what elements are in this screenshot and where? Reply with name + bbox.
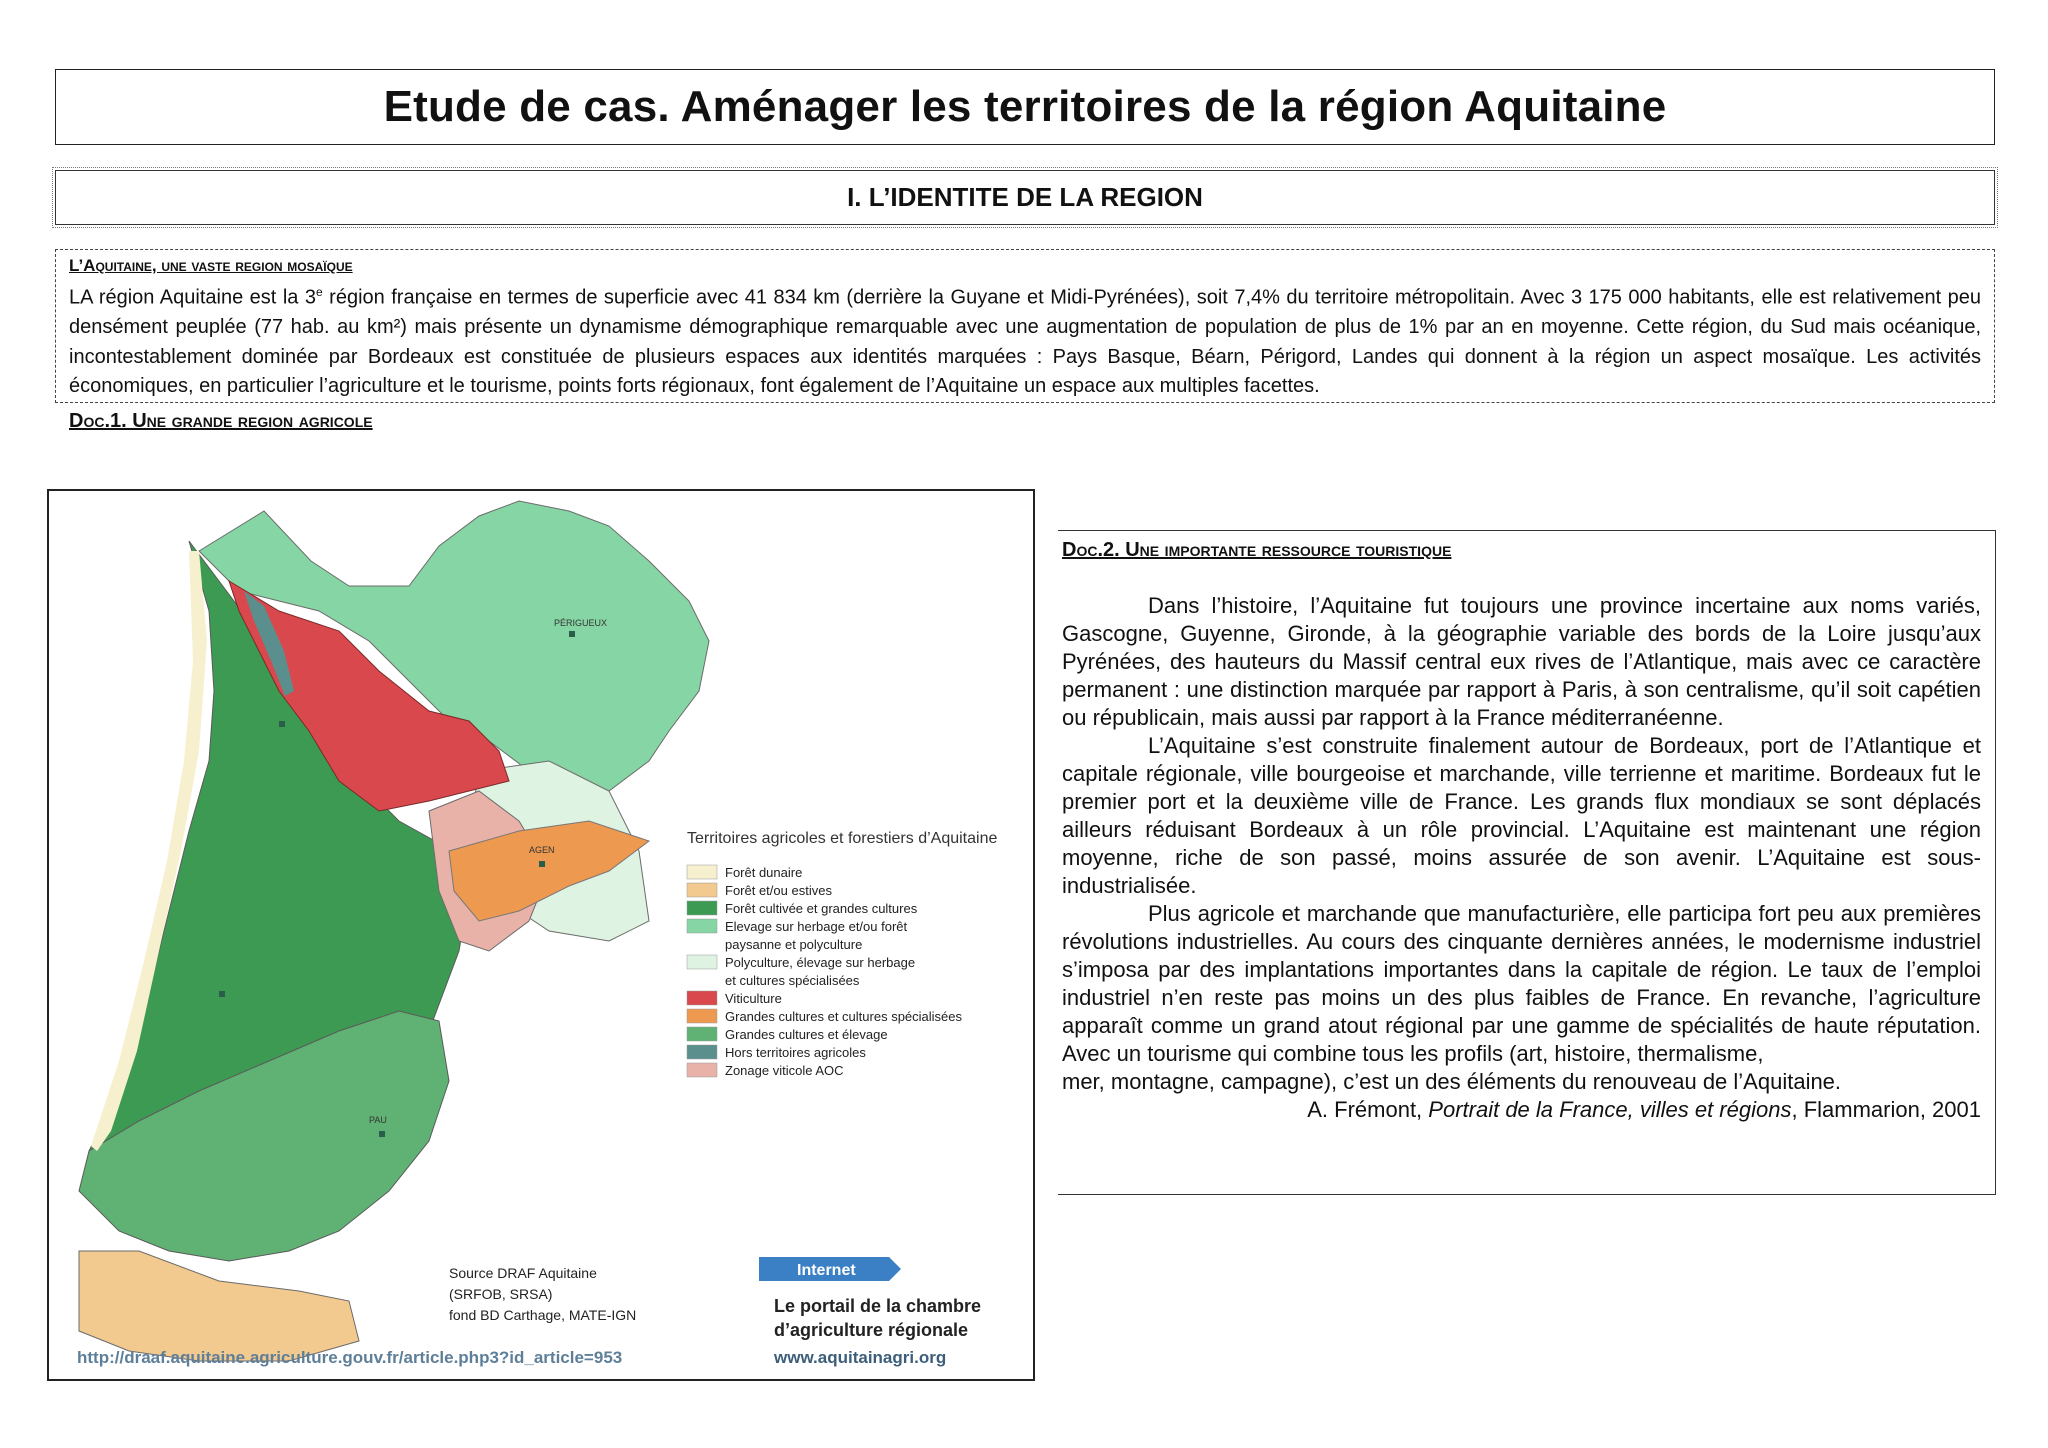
section-title: L’IDENTITE DE LA REGION	[868, 182, 1203, 212]
legend-swatch	[687, 1009, 717, 1023]
intro-text-part-2: région française en termes de superficie avec 41 834 km (derrière la Guyane et Midi-Pyrénées), soit 7,4% du territoire métropolitain. Avec 3 175 000 habitants, elle est relativement peu densément peuplée (77 hab. au km²) mais présente un dynamisme démographique remarquable avec une augmentation de population de plus de 1% par an en moyenne. Cette région, du Sud mais océanique, incontestablement dominée par Bordeaux est constituée de plusieurs espaces aux identités marquées : Pays Basque, Béarn, Périgord, Landes qui donnent à la région un aspect mosaïque. Les activités économiques, en particulier l’agriculture et le tourisme, points forts régionaux, font également de l’Aquitaine un espace aux multiples facettes.	[69, 286, 1981, 398]
legend-label: Forêt dunaire	[725, 865, 803, 880]
section-heading-box	[55, 170, 1995, 225]
legend-label: paysanne et polyculture	[725, 937, 863, 952]
map-source-line: Source DRAF Aquitaine	[449, 1265, 597, 1281]
legend-label: Polyculture, élevage sur herbage	[725, 955, 916, 970]
internet-badge: Internet	[797, 1262, 856, 1279]
legend-label: Grandes cultures et cultures spécialisées	[725, 1009, 963, 1024]
legend-swatch	[687, 865, 717, 879]
section-number: I.	[847, 182, 862, 212]
map-source-line: fond BD Carthage, MATE-IGN	[449, 1307, 637, 1323]
doc2-label: Doc.2. Une importante ressource touristique	[1062, 539, 1452, 561]
intro-box	[55, 249, 1995, 403]
portal-url: www.aquitainagri.org	[774, 1348, 947, 1367]
legend-swatch	[687, 955, 717, 969]
doc2-paragraph-1: Dans l’histoire, l’Aquitaine fut toujours une province incertaine aux noms variés, Gascogne, Guyenne, Gironde, à la géographie variable des bords de la Loire jusqu’aux Pyrénées, des hauteurs du Massif central eux rives de l’Atlantique, mais avec ce caractère permanent : une distinction marquée par rapport à Paris, à son centralisme, qu’il soit capétien ou républicain, mais aussi par rapport à la France méditerranéenne.	[1062, 593, 1981, 730]
legend-label: Forêt et/ou estives	[725, 883, 832, 898]
citation-publisher: , Flammarion, 2001	[1791, 1097, 1981, 1122]
legend-label: Viticulture	[725, 991, 782, 1006]
legend-swatch	[687, 1063, 717, 1077]
legend-label: Hors territoires agricoles	[725, 1045, 866, 1060]
page-title: Etude de cas. Aménager les territoires de la région Aquitaine	[383, 82, 1667, 131]
aquitaine-map	[49, 491, 1033, 1379]
citation-author: A. Frémont,	[1307, 1097, 1429, 1122]
map-town-label: PAU	[369, 1115, 387, 1125]
legend-title: Territoires agricoles et forestiers d’Aquitaine	[687, 830, 998, 847]
citation-work: Portrait de la France, villes et régions	[1428, 1097, 1792, 1122]
legend-label: Grandes cultures et élevage	[725, 1027, 888, 1042]
legend-label: Elevage sur herbage et/ou forêt	[725, 919, 908, 934]
legend-swatch	[687, 883, 717, 897]
title-box	[55, 69, 1995, 145]
doc2-paragraph-tail: mer, montagne, campagne), c’est un des éléments du renouveau de l’Aquitaine.	[1062, 1069, 1842, 1094]
legend-label: Forêt cultivée et grandes cultures	[725, 901, 918, 916]
section-heading	[847, 182, 1203, 213]
town-marker	[539, 861, 545, 867]
intro-kicker: L’Aquitaine, une vaste region mosaïque	[69, 256, 353, 275]
map-figure	[47, 489, 1035, 1381]
town-marker	[279, 721, 285, 727]
doc1-label: Doc.1. Une grande region agricole	[69, 410, 373, 432]
map-source-line: (SRFOB, SRSA)	[449, 1286, 553, 1302]
map-region-southern-mountains	[79, 1251, 359, 1361]
legend-swatch	[687, 901, 717, 915]
legend-swatch	[687, 1027, 717, 1041]
town-marker	[569, 631, 575, 637]
legend-rows	[687, 865, 963, 1078]
portal-line: d’agriculture régionale	[774, 1320, 969, 1340]
intro-superscript: e	[316, 285, 323, 299]
map-legend	[687, 830, 997, 1078]
portal-line: Le portail de la chambre	[774, 1296, 982, 1316]
legend-swatch	[687, 1045, 717, 1059]
doc2-box	[1058, 530, 1996, 1195]
intro-text-part-1: LA région Aquitaine est la 3	[69, 286, 317, 309]
source-url: http://draaf.aquitaine.agriculture.gouv.fr/article.php3?id_article=953	[77, 1348, 623, 1367]
doc2-citation	[1062, 1096, 1981, 1124]
map-town-label: AGEN	[529, 845, 555, 855]
legend-swatch	[687, 919, 717, 933]
map-town-label: PÉRIGUEUX	[554, 618, 608, 628]
doc2-paragraph-3: Plus agricole et marchande que manufacturière, elle participa fort peu aux premières révolutions industrielles. Au cours des cinquante dernières années, le modernisme industriel s’imposa par des implantations importantes dans la capitale de région. Le taux de l’emploi industriel n’en reste pas moins un des plus faibles de France. En revanche, l’agriculture apparaît comme un grand atout régional par une gamme de spécialités de haute réputation. Avec un tourisme qui combine tous les profils (art, histoire, thermalisme,	[1062, 901, 1981, 1066]
legend-label: et cultures spécialisées	[725, 973, 860, 988]
legend-label: Zonage viticole AOC	[725, 1063, 844, 1078]
intro-paragraph	[69, 278, 1981, 402]
doc2-paragraph-2: L’Aquitaine s’est construite finalement autour de Bordeaux, port de l’Atlantique et capitale régionale, ville bourgeoise et marchande, ville terrienne et maritime. Bordeaux fut le premier port et la deuxième ville de France. Les grands flux mondiaux se sont déplacés ailleurs réduisant Bordeaux à un rôle provincial. L’Aquitaine est maintenant une région moyenne, riche de son passé, moins assurée de son avenir. L’Aquitaine est sous-industrialisée.	[1062, 733, 1981, 898]
town-marker	[379, 1131, 385, 1137]
legend-swatch	[687, 991, 717, 1005]
town-marker	[219, 991, 225, 997]
